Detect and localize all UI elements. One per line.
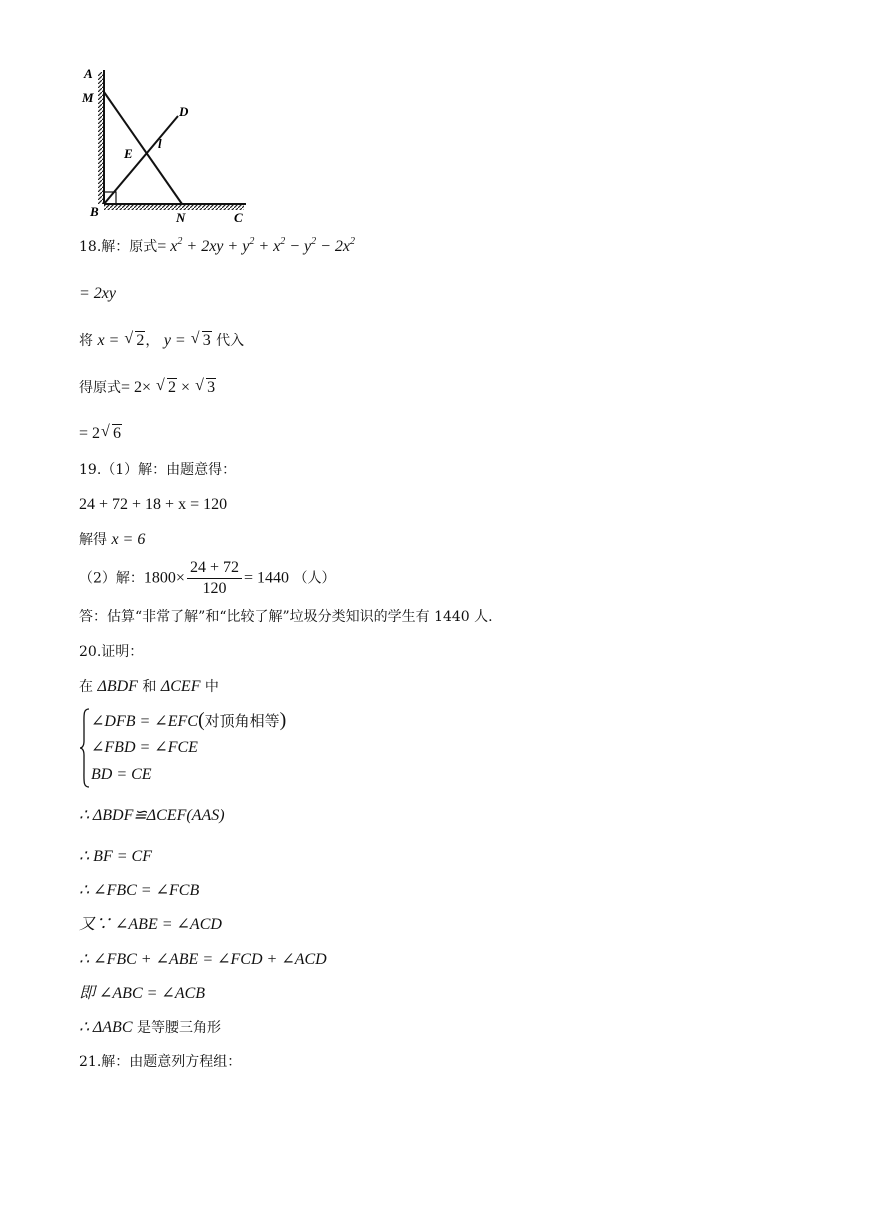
q21-head: 21.解：由题意列方程组：	[79, 1054, 242, 1070]
label-E: E	[124, 146, 133, 161]
label-l: l	[158, 136, 162, 151]
q19-sol-pre: 解得	[79, 532, 107, 548]
label-M: M	[82, 90, 94, 105]
q20-s1: ∴ ΔBDF≌ΔCEF(AAS)	[79, 807, 225, 824]
q20-l1-and: 和	[142, 679, 157, 695]
q19-p2-den: 120	[202, 580, 227, 597]
brace-icon	[79, 707, 91, 789]
q20-reason: 对顶角相等	[204, 712, 280, 730]
q20-head: 20.证明：	[79, 644, 144, 660]
q18-l3-post: 代入	[216, 333, 245, 349]
q18-l4-pre: 得原式	[79, 380, 121, 396]
q18-eq: =	[157, 238, 167, 255]
q19-fraction	[187, 558, 242, 599]
line-bd	[104, 116, 178, 204]
q20-paren-open: (	[197, 709, 205, 731]
q18-line3	[79, 331, 244, 351]
q20-s3: ∴ ∠FBC = ∠FCB	[79, 882, 200, 899]
q20-l1-a: ΔBDF	[97, 678, 138, 695]
q18-line1	[79, 237, 355, 257]
q18-l3-mid: ，	[145, 333, 160, 349]
q18-head: 18.解：原式	[79, 239, 158, 255]
q20-s4: 又∵ ∠ABE = ∠ACD	[79, 916, 222, 933]
q18-l4-expr: = 2×	[121, 379, 156, 396]
label-N: N	[176, 210, 186, 225]
q18-expr: $x^2 + 2xy + y^2 + x^2 - y^2 - 2x^2$	[166, 236, 356, 255]
q18-l4-sqrt3: √ 3	[195, 378, 216, 398]
q20-sys-0-text: ∠DFB = ∠EFC	[91, 713, 198, 730]
figure-svg	[78, 64, 258, 228]
q19-p2-a: 1800×	[143, 569, 185, 587]
q18-sqrt2: √ 2	[124, 331, 145, 351]
q20-s5: ∴ ∠FBC + ∠ABE = ∠FCD + ∠ACD	[79, 951, 327, 968]
q19-p2-b: = 1440	[243, 569, 290, 587]
q18-sqrt6: √ 6	[101, 424, 122, 444]
q20-s7-b: 是等腰三角形	[136, 1020, 221, 1036]
label-D: D	[179, 104, 189, 119]
q20-sys-1: ∠FBD = ∠FCE	[91, 739, 198, 756]
q20-sys-2: BD = CE	[91, 766, 152, 783]
q18-y-eq: y =	[163, 332, 190, 349]
q18-x-eq: x =	[97, 332, 124, 349]
q19-sol: x = 6	[111, 531, 146, 548]
q19-p2-unit: （人）	[293, 570, 336, 587]
q20-s7-a: ∴ ΔABC	[79, 1019, 133, 1036]
q20-l1-b: ΔCEF	[160, 678, 201, 695]
q19-head: 19.（1）解：由题意得：	[79, 462, 237, 478]
label-B: B	[90, 204, 99, 219]
q18-line4	[79, 378, 216, 398]
q20-l1-pre: 在	[79, 679, 93, 695]
q20-line1	[79, 677, 219, 697]
ladder-mn	[104, 92, 182, 204]
q19-eq: 24 + 72 + 18 + x = 120	[79, 496, 228, 513]
q20-sys-0	[91, 707, 286, 734]
q18-sqrt3: √ 3	[191, 331, 212, 351]
label-C: C	[234, 210, 243, 225]
q18-line5	[79, 424, 122, 444]
q18-l5: = 2	[79, 425, 101, 442]
q20-s6: 即 ∠ABC = ∠ACB	[79, 985, 206, 1002]
q18-line2: = 2xy	[79, 285, 116, 302]
q19-p2-pre: （2）解：	[79, 570, 144, 587]
q20-s7	[79, 1018, 221, 1038]
q18-times: ×	[177, 379, 195, 396]
q19-sol-line	[79, 530, 145, 550]
q20-system-lines	[91, 707, 286, 788]
q19-answer: 答：估算“非常了解”和“比较了解”垃圾分类知识的学生有 1440 人.	[79, 609, 493, 625]
label-A: A	[84, 66, 93, 81]
geometry-figure	[78, 64, 258, 228]
q20-s2: ∴ BF = CF	[79, 848, 152, 865]
q19-part2	[79, 558, 335, 599]
q20-l1-post: 中	[204, 679, 219, 695]
q19-p2-num: 24 + 72	[187, 558, 242, 579]
q18-l4-sqrt2: √ 2	[156, 378, 177, 398]
q20-paren-close: )	[279, 709, 287, 731]
q18-l3-pre: 将	[79, 333, 93, 349]
